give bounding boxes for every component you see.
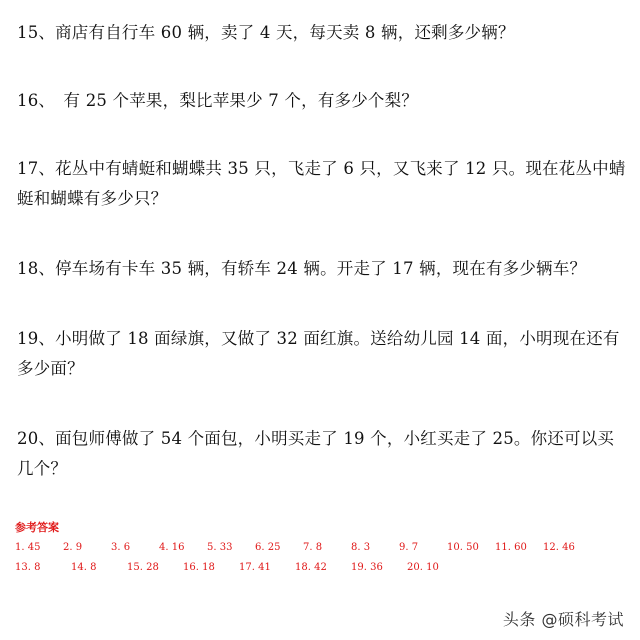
answer-item: 19. 36 bbox=[351, 562, 383, 573]
answer-item: 17. 41 bbox=[239, 562, 271, 573]
question-17: 17、花丛中有蜻蜓和蝴蝶共 35 只，飞走了 6 只，又飞来了 12 只。现在花丛中蜻蜓和蝴蝶有多少只？ bbox=[17, 159, 626, 208]
answer-item: 16. 18 bbox=[183, 562, 215, 573]
question-15: 15、商店有自行车 60 辆，卖了 4 天，每天卖 8 辆，还剩多少辆？ bbox=[17, 23, 515, 42]
answer-item: 6. 25 bbox=[255, 542, 281, 553]
answer-item: 9. 7 bbox=[399, 542, 419, 553]
answer-item: 12. 46 bbox=[543, 542, 575, 553]
answer-item: 10. 50 bbox=[447, 542, 479, 553]
answer-item: 11. 60 bbox=[495, 542, 527, 553]
answer-key-title: 参考答案 bbox=[15, 521, 59, 534]
answer-item: 4. 16 bbox=[159, 542, 185, 553]
answer-item: 14. 8 bbox=[71, 562, 97, 573]
answer-row-1 bbox=[15, 540, 625, 556]
watermark-text: 头条 @硕科考试 bbox=[502, 610, 624, 629]
answer-key bbox=[15, 520, 625, 580]
question-16: 16、 有 25 个苹果，梨比苹果少 7 个，有多少个梨？ bbox=[17, 91, 419, 110]
answer-item: 2. 9 bbox=[63, 542, 83, 553]
answer-item: 18. 42 bbox=[295, 562, 327, 573]
answer-item: 13. 8 bbox=[15, 562, 41, 573]
question-20: 20、面包师傅做了 54 个面包，小明买走了 19 个，小红买走了 25。你还可以买几个？ bbox=[17, 429, 615, 478]
answer-item: 3. 6 bbox=[111, 542, 131, 553]
answer-item: 7. 8 bbox=[303, 542, 323, 553]
answer-row-2 bbox=[15, 560, 625, 576]
question-18: 18、停车场有卡车 35 辆，有轿车 24 辆。开走了 17 辆，现在有多少辆车？ bbox=[17, 259, 587, 278]
answer-item: 20. 10 bbox=[407, 562, 439, 573]
answer-item: 15. 28 bbox=[127, 562, 159, 573]
question-19: 19、小明做了 18 面绿旗，又做了 32 面红旗。送给幼儿园 14 面，小明现在还有多少面？ bbox=[17, 329, 620, 378]
answer-item: 8. 3 bbox=[351, 542, 371, 553]
watermark bbox=[503, 607, 624, 630]
answer-item: 5. 33 bbox=[207, 542, 233, 553]
answer-item: 1. 45 bbox=[15, 542, 41, 553]
